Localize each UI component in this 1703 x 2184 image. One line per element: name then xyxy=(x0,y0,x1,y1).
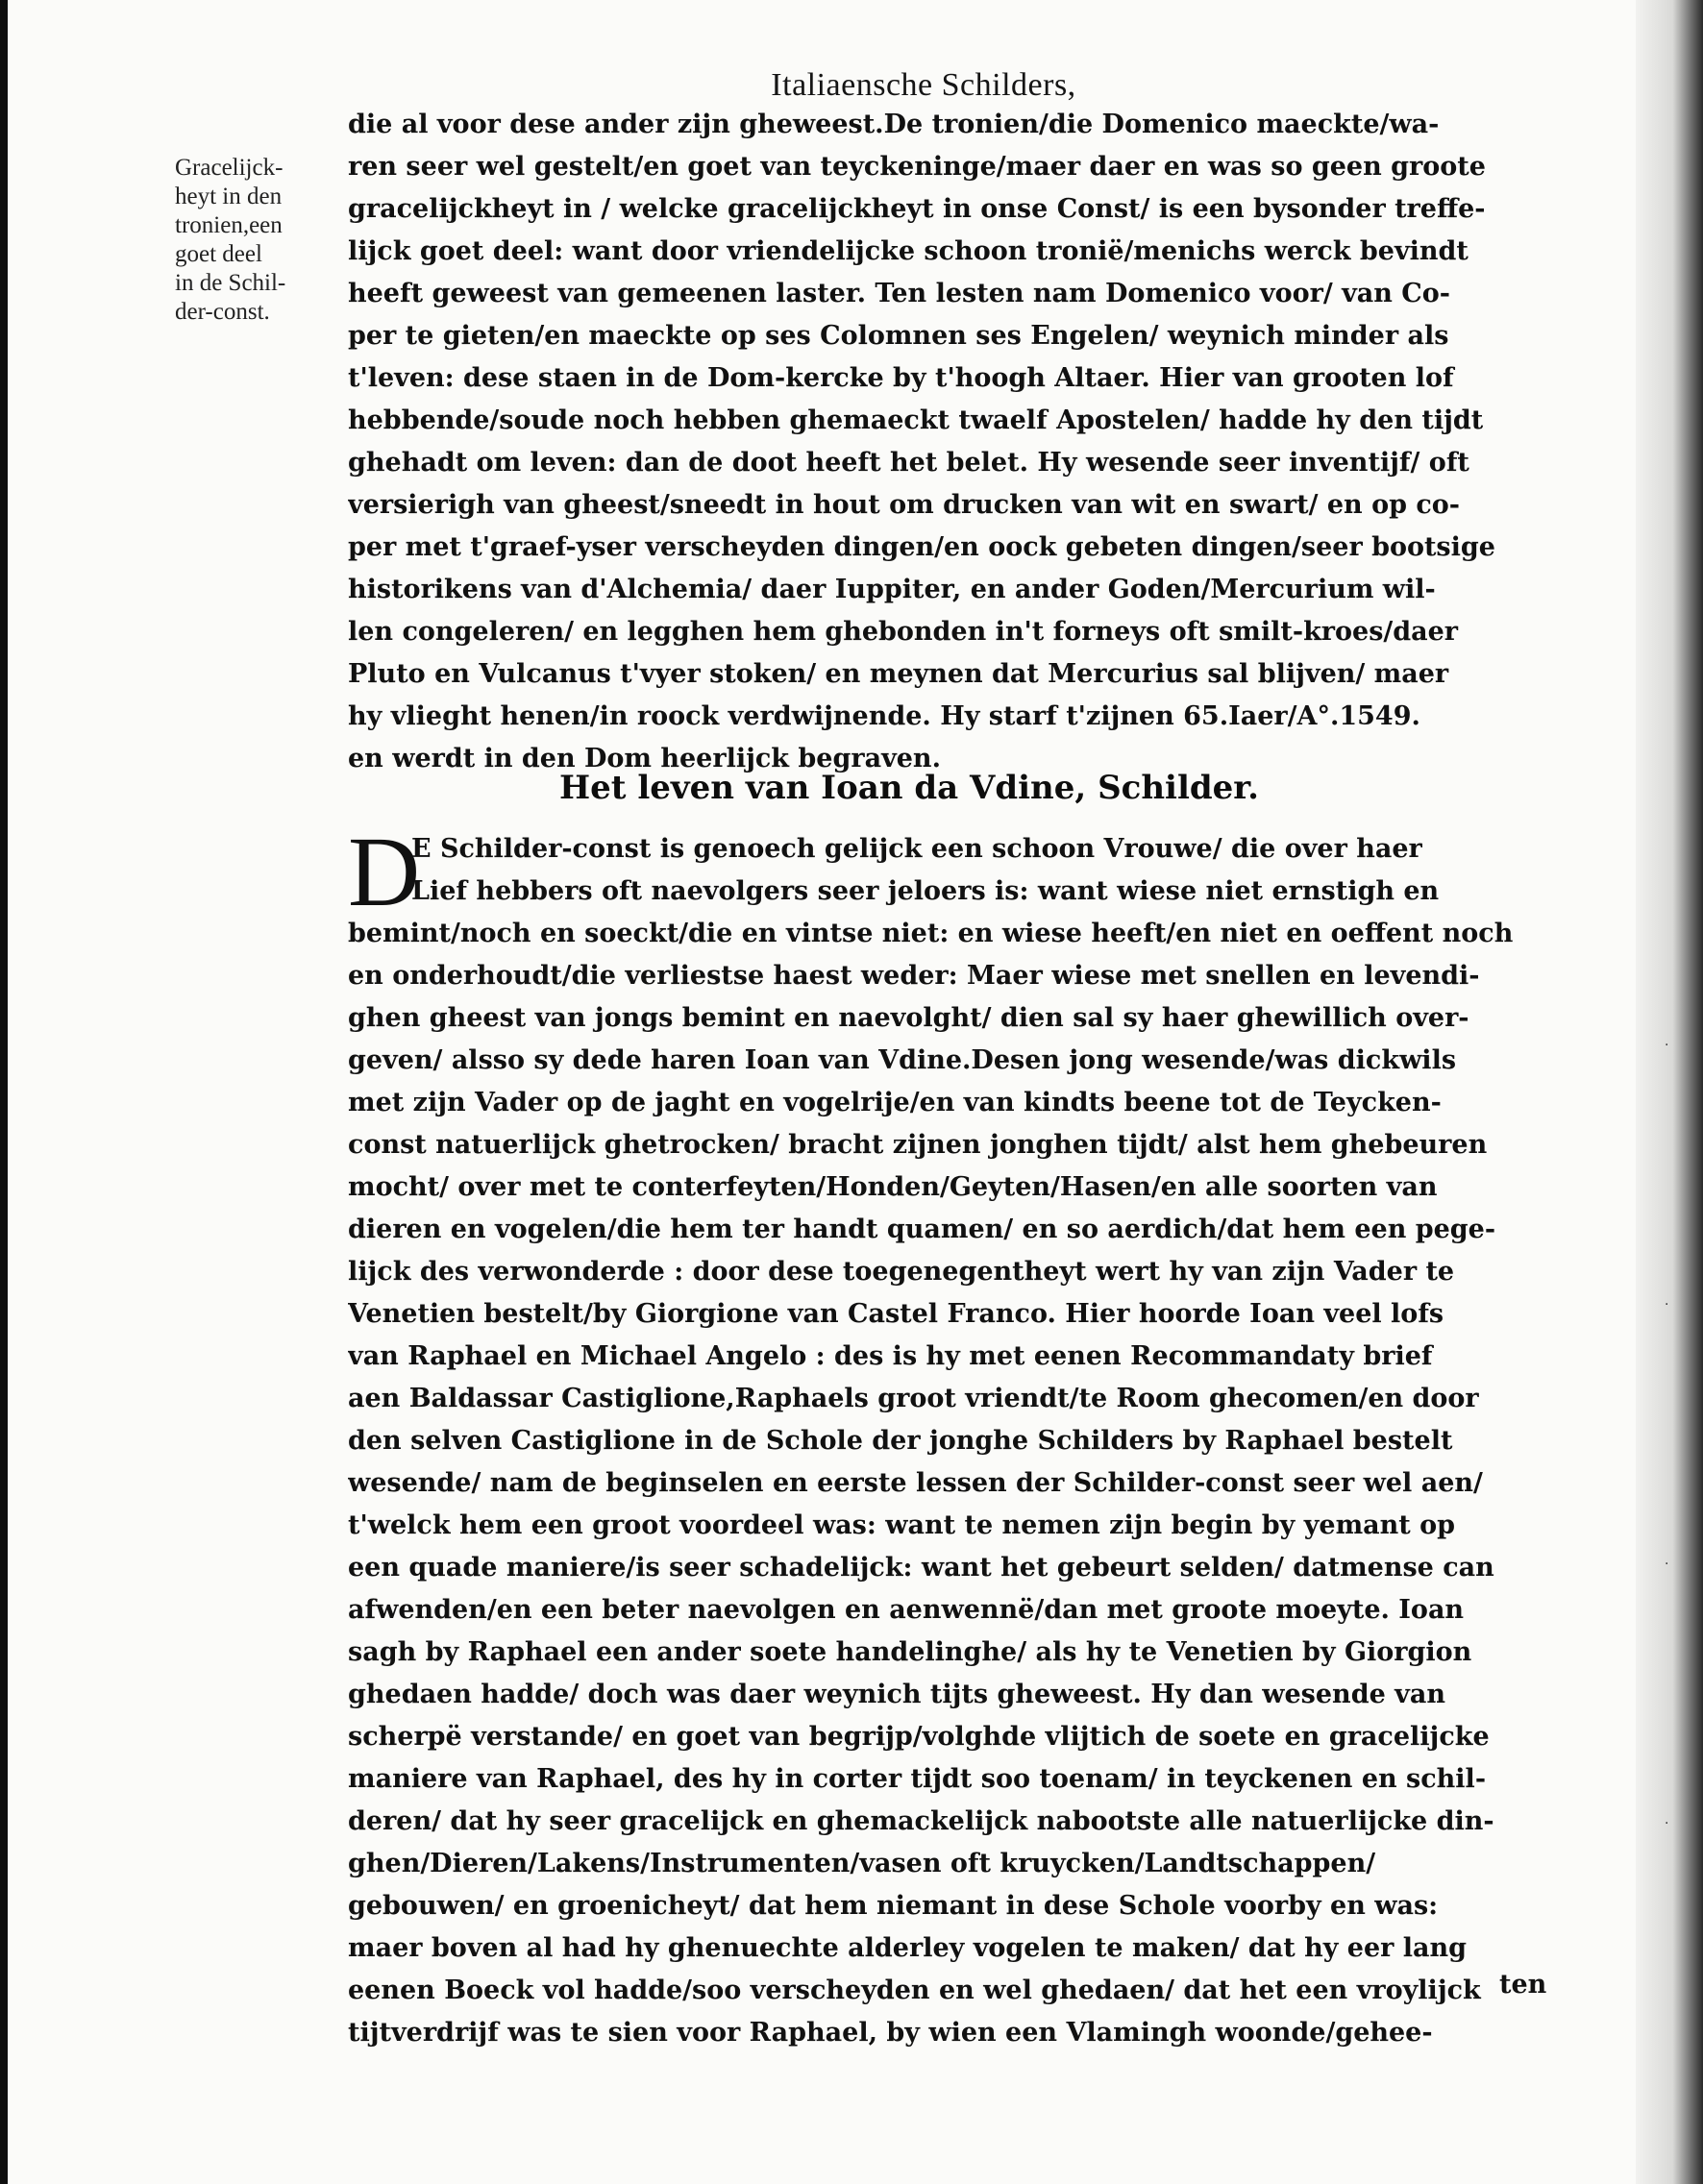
text-line: ghedaen hadde/ doch was daer weynich tijts gheweest. Hy dan wesende van xyxy=(348,1680,1445,1709)
scan-right-edge: · · · · xyxy=(1636,0,1703,2184)
body-text-domenico xyxy=(348,104,1559,780)
body-text-udine xyxy=(348,817,1559,2054)
text-line: per met t'graef-yser verscheyden dingen/en oock gebeten dingen/seer bootsige xyxy=(348,532,1495,562)
catchword: ten xyxy=(1499,1970,1547,2000)
chapter-heading: Het leven van Ioan da Vdine, Schilder. xyxy=(559,769,1259,807)
margin-note-line: tronien,een xyxy=(175,212,283,238)
text-line: mocht/ over met te conterfeyten/Honden/Geyten/Hasen/en alle soorten van xyxy=(348,1172,1438,1202)
text-line: gracelijckheyt in / welcke gracelijckheyt in onse Const/ is een bysonder treffe- xyxy=(348,194,1486,224)
text-line: geven/ alsso sy dede haren Ioan van Vdine.Desen jong wesende/was dickwils xyxy=(348,1045,1457,1075)
text-line: den selven Castiglione in de Schole der jonghe Schilders by Raphael bestelt xyxy=(348,1426,1453,1456)
text-line: lijck goet deel: want door vriendelijcke schoon tronië/menichs werck bevindt xyxy=(348,236,1469,266)
text-line: en werdt in den Dom heerlijck begraven. xyxy=(348,744,941,773)
text-line: ghen gheest van jongs bemint en naevolght/ dien sal sy haer ghewillich over- xyxy=(348,1003,1469,1033)
text-line: maer boven al had hy ghenuechte alderley vogelen te maken/ dat hy eer lang xyxy=(348,1933,1468,1963)
margin-note-line: Gracelijck- xyxy=(175,155,284,181)
text-line: met zijn Vader op de jaght en vogelrije/en van kindts beene tot de Teycken- xyxy=(348,1088,1442,1117)
text-line: heeft geweest van gemeenen laster. Ten lesten nam Domenico voor/ van Co- xyxy=(348,279,1451,308)
text-line: wesende/ nam de beginselen en eerste lessen der Schilder-const seer wel aen/ xyxy=(348,1468,1483,1498)
text-line: hy vlieght henen/in roock verdwijnende. Hy starf t'zijnen 65.Iaer/A°.1549. xyxy=(348,701,1420,731)
margin-note-line: goet deel xyxy=(175,241,262,267)
text-line: een quade maniere/is seer schadelijck: want het gebeurt selden/ datmense can xyxy=(348,1553,1494,1583)
margin-note xyxy=(175,154,329,327)
text-line: per te gieten/en maeckte op ses Colomnen ses Engelen/ weynich minder als xyxy=(348,321,1449,351)
text-line: scherpë verstande/ en goet van begrijp/volghde vlijtich de soete en gracelijcke xyxy=(348,1722,1490,1752)
text-line: gebouwen/ en groenicheyt/ dat hem niemant in dese Schole voorby en was: xyxy=(348,1891,1439,1921)
margin-note-line: der-const. xyxy=(175,299,270,325)
text-line: dieren en vogelen/die hem ter handt quamen/ en so aerdich/dat hem een pege- xyxy=(348,1215,1496,1244)
text-line: t'leven: dese staen in de Dom-kercke by t'hoogh Altaer. Hier van grooten lof xyxy=(348,363,1454,393)
margin-note-line: heyt in den xyxy=(175,184,283,209)
text-line: lijck des verwonderde : door dese toegenegentheyt wert hy van zijn Vader te xyxy=(348,1257,1455,1287)
drop-cap: D xyxy=(348,817,421,927)
margin-note-line: in de Schil- xyxy=(175,270,286,296)
text-line: maniere van Raphael, des hy in corter tijdt soo toenam/ in teyckenen en schil- xyxy=(348,1764,1487,1794)
text-line: const natuerlijck ghetrocken/ bracht zijnen jonghen tijdt/ alst hem ghebeuren xyxy=(348,1130,1488,1160)
text-line: van Raphael en Michael Angelo : des is hy met eenen Recommandaty brief xyxy=(348,1341,1433,1371)
text-line: afwenden/en een beter naevolgen en aenwennë/dan met groote moeyte. Ioan xyxy=(348,1595,1465,1625)
text-line: Lief hebbers oft naevolgers seer jeloers is: want wiese niet ernstigh en xyxy=(411,876,1440,906)
text-line: bemint/noch en soeckt/die en vintse niet: en wiese heeft/en niet en oeffent noch xyxy=(348,919,1514,948)
text-line: deren/ dat hy seer gracelijck en ghemackelijck nabootste alle natuerlijcke din- xyxy=(348,1806,1494,1836)
text-line: die al voor dese ander zijn gheweest.De tronien/die Domenico maeckte/wa- xyxy=(348,110,1440,139)
running-head: Italiaensche Schilders, xyxy=(771,67,1076,103)
text-line: eenen Boeck vol hadde/soo verscheyden en wel ghedaen/ dat het een vroylijck xyxy=(348,1975,1481,2005)
text-line: tijtverdrijf was te sien voor Raphael, by wien een Vlamingh woonde/gehee- xyxy=(348,2018,1433,2048)
text-line: en onderhoudt/die verliestse haest weder: Maer wiese met snellen en levendi- xyxy=(348,961,1480,991)
text-line: Venetien bestelt/by Giorgione van Castel Franco. Hier hoorde Ioan veel lofs xyxy=(348,1299,1444,1329)
text-line: historikens van d'Alchemia/ daer Iuppiter, en ander Goden/Mercurium wil- xyxy=(348,575,1436,604)
text-line: hebbende/soude noch hebben ghemaeckt twaelf Apostelen/ hadde hy den tijdt xyxy=(348,405,1484,435)
text-line: t'welck hem een groot voordeel was: want te nemen zijn begin by yemant op xyxy=(348,1510,1456,1540)
text-line: aen Baldassar Castiglione,Raphaels groot vriendt/te Room ghecomen/en door xyxy=(348,1384,1479,1413)
text-line: E Schilder-const is genoech gelijck een schoon Vrouwe/ die over haer xyxy=(411,834,1422,864)
text-line: sagh by Raphael een ander soete handelinghe/ als hy te Venetien by Giorgion xyxy=(348,1637,1472,1667)
text-line: Pluto en Vulcanus t'vyer stoken/ en meynen dat Mercurius sal blijven/ maer xyxy=(348,659,1449,689)
text-line: ghehadt om leven: dan de doot heeft het belet. Hy wesende seer inventijf/ oft xyxy=(348,448,1469,478)
text-line: versierigh van gheest/sneedt in hout om drucken van wit en swart/ en op co- xyxy=(348,490,1461,520)
text-line: len congeleren/ en legghen hem ghebonden in't forneys oft smilt-kroes/daer xyxy=(348,617,1459,647)
text-line: ren seer wel gestelt/en goet van teyckeninge/maer daer en was so geen groote xyxy=(348,152,1486,182)
text-line: ghen/Dieren/Lakens/Instrumenten/vasen oft kruycken/Landtschappen/ xyxy=(348,1849,1376,1878)
